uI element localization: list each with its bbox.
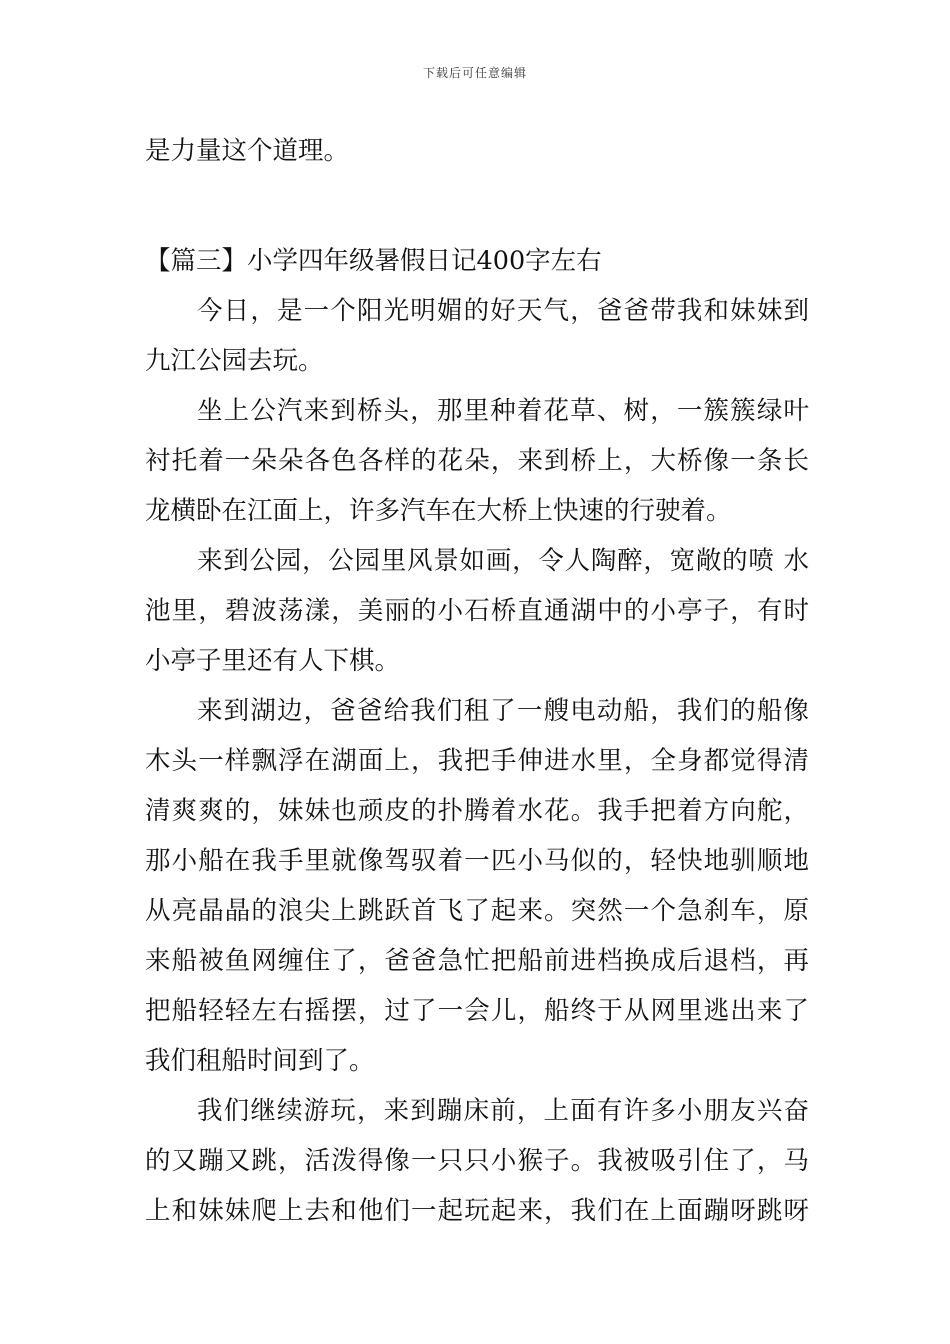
paragraph-line: 那小船在我手里就像驾驭着一匹小马似的，轻快地驯顺地 — [145, 846, 809, 876]
paragraph-line: 我们租船时间到了。 — [145, 1046, 375, 1076]
paragraph-line: 木头一样飘浮在湖面上，我把手伸进水里，全身都觉得清 — [145, 746, 809, 776]
paragraph-line: 把船轻轻左右摇摆，过了一会儿，船终于从网里逃出来了 — [145, 996, 809, 1026]
paragraph-line: 从亮晶晶的浪尖上跳跃首飞了起来。突然一个急刹车，原 — [145, 896, 809, 926]
paragraph-line: 坐上公汽来到桥头，那里种着花草、树，一簇簇绿叶 — [197, 396, 809, 426]
paragraph-line: 来到公园，公园里风景如画，令人陶醉，宽敞的喷 水 — [197, 546, 809, 576]
paragraph-line: 小亭子里还有人下棋。 — [145, 646, 401, 676]
paragraph-line: 九江公园去玩。 — [145, 346, 324, 376]
paragraph-line: 衬托着一朵朵各色各样的花朵，来到桥上，大桥像一条长 — [145, 446, 809, 476]
paragraph-line: 的又蹦又跳，活泼得像一只只小猴子。我被吸引住了，马 — [145, 1146, 809, 1176]
paragraph-line: 今日，是一个阳光明媚的好天气，爸爸带我和妹妹到 — [197, 296, 809, 326]
paragraph-line: 池里，碧波荡漾，美丽的小石桥直通湖中的小亭子，有时 — [145, 596, 809, 626]
paragraph-line: 上和妹妹爬上去和他们一起玩起来，我们在上面蹦呀跳呀 — [145, 1196, 809, 1226]
section-heading: 【篇三】小学四年级暑假日记400字左右 — [145, 246, 602, 276]
paragraph-line: 龙横卧在江面上，许多汽车在大桥上快速的行驶着。 — [145, 496, 732, 526]
paragraph-gap — [145, 176, 809, 236]
page-header: 下载后可任意编辑 — [422, 66, 527, 80]
paragraph-line: 来到湖边，爸爸给我们租了一艘电动船，我们的船像 — [197, 696, 809, 726]
paragraph-line: 是力量这个道理。 — [145, 136, 350, 166]
paragraph-line: 我们继续游玩，来到蹦床前，上面有许多小朋友兴奋 — [197, 1096, 809, 1126]
paragraph-line: 清爽爽的，妹妹也顽皮的扑腾着水花。我手把着方向舵， — [145, 796, 809, 826]
document-body — [145, 126, 809, 1236]
paragraph-line: 来船被鱼网缠住了，爸爸急忙把船前进档换成后退档，再 — [145, 946, 809, 976]
